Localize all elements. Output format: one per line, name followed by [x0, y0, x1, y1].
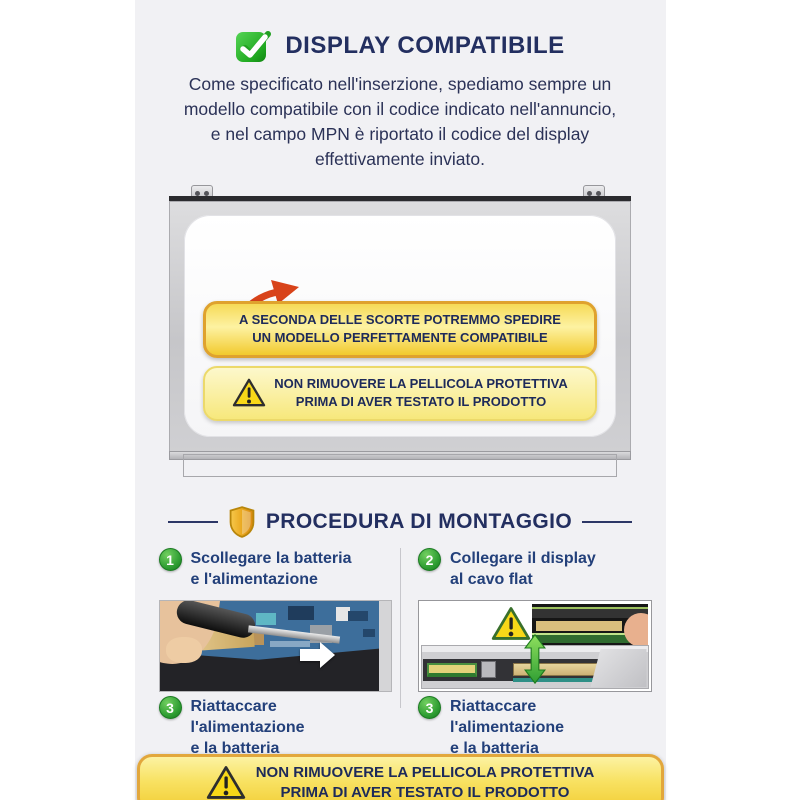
connector-closeup-inset: [532, 604, 648, 648]
lcd-panel-illustration: [169, 185, 631, 477]
procedure-header: [135, 504, 666, 540]
film-warning-text: NON RIMUOVERE LA PELLICOLA PROTETTIVA PRIMA DI AVER TESTATO IL PRODOTTO: [274, 376, 568, 410]
step-3-left: [159, 694, 393, 757]
procedure-grid: [135, 546, 666, 757]
step2-photo: [418, 600, 652, 692]
warning-triangle-icon: [232, 378, 266, 408]
step-2-badge: 2: [418, 548, 441, 571]
intro-paragraph: [135, 72, 666, 172]
stock-warning-line: UN MODELLO PERFETTAMENTE COMPATIBILE: [252, 330, 548, 346]
stock-warning-line: A SECONDA DELLE SCORTE POTREMMO SPEDIRE: [239, 312, 561, 327]
white-arrow-icon: [300, 649, 320, 661]
header-rule-left: [168, 521, 218, 523]
intro-line: e nel campo MPN è riportato il codice del display: [210, 124, 590, 144]
step-3-right-text: Riattaccare l'alimentazione e la batteria: [450, 698, 565, 757]
thumb-graphic: [166, 637, 202, 663]
step-2-text: Collegare il display al cavo flat: [450, 550, 596, 588]
pcb-connector-graphic: [427, 663, 477, 677]
panel-foil-strip: [183, 454, 617, 477]
shield-icon: [228, 506, 256, 538]
step-3-left-badge: 3: [159, 696, 182, 719]
header-rule-right: [582, 521, 632, 523]
step-3-right-badge: 3: [418, 696, 441, 719]
stock-warning-label: [203, 301, 597, 358]
intro-line: modello compatibile con il codice indicato nell'annuncio,: [183, 99, 617, 119]
page-title: DISPLAY COMPATIBILE: [285, 32, 565, 59]
intro-line: Come specificato nell'inserzione, spediamo sempre un: [188, 74, 612, 94]
warning-triangle-icon: [206, 765, 246, 800]
step-1-badge: 1: [159, 548, 182, 571]
chassis-edge-graphic: [379, 601, 391, 691]
step-3-left-text: Riattaccare l'alimentazione e la batteria: [190, 698, 305, 757]
step1-photo: [159, 600, 393, 692]
green-check-icon: [235, 29, 273, 63]
bottom-warning-text: NON RIMUOVERE LA PELLICOLA PROTETTIVA PRIMA DI AVER TESTATO IL PRODOTTO: [255, 764, 595, 800]
film-warning-label: [203, 366, 597, 421]
step-1-text: Scollegare la batteria e l'alimentazione: [190, 550, 352, 588]
step-1: [159, 546, 393, 598]
column-divider: [400, 548, 401, 708]
latch-graphic: [481, 661, 496, 678]
step-2: [418, 546, 652, 598]
infographic-column: [135, 0, 666, 800]
intro-line: effettivamente inviato.: [315, 149, 485, 169]
procedure-title: PROCEDURA DI MONTAGGIO: [265, 510, 573, 533]
foil-corner-graphic: [591, 649, 647, 687]
green-double-arrow-icon: [524, 633, 546, 685]
bottom-warning-banner: [137, 754, 664, 800]
header: [135, 28, 666, 64]
step-3-right: [418, 694, 652, 757]
